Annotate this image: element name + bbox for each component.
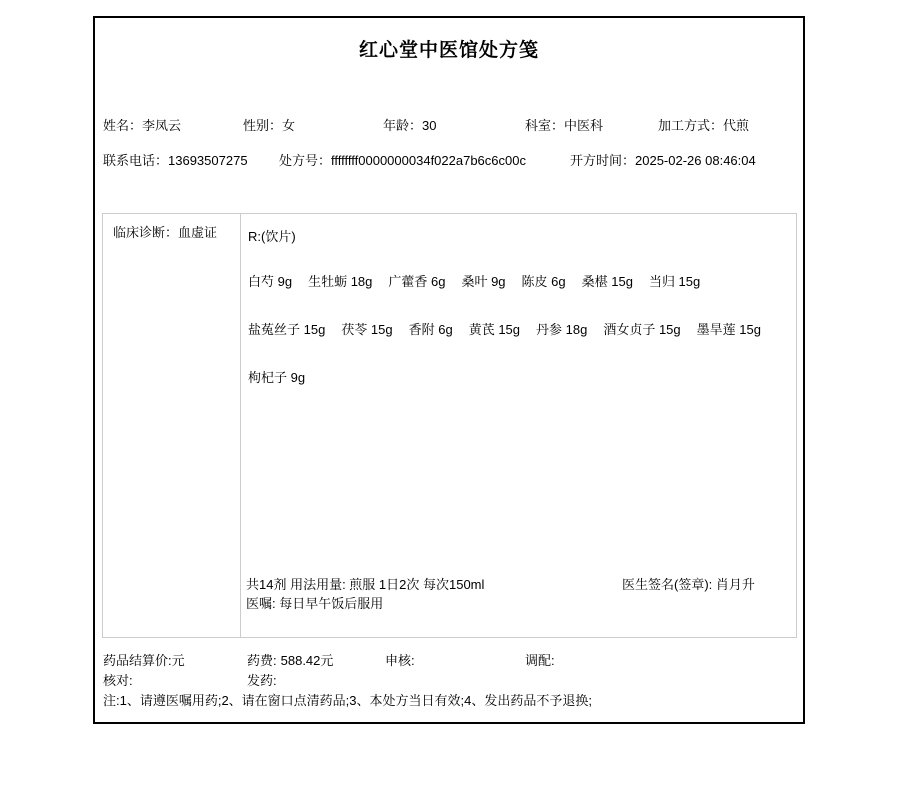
patient-info-row-2: [95, 150, 803, 168]
check-field: [103, 670, 137, 689]
medicine-line: [248, 354, 796, 402]
sheet-title: 红心堂中医馆处方笺: [358, 40, 539, 61]
settlement-value: 元: [171, 653, 185, 668]
age-value: 30: [422, 118, 437, 133]
patient-name-label: 姓名：: [103, 118, 143, 133]
medicine-item: 茯苓 15g: [341, 322, 393, 337]
settlement-label: 药品结算价:: [103, 653, 172, 668]
phone-label: 联系电话：: [103, 153, 169, 168]
review-field: [385, 650, 419, 669]
medicine-line: [248, 258, 796, 306]
medicine-item: 生牡蛎 18g: [308, 274, 373, 289]
medicine-list: [248, 258, 796, 402]
fee-value: 588.42元: [280, 653, 334, 668]
phone-field: [103, 150, 248, 169]
check-label: 核对:: [103, 673, 133, 688]
department-label: 科室：: [525, 118, 565, 133]
department-field: [525, 115, 603, 134]
age-field: [383, 115, 436, 134]
diagnosis-cell: [103, 214, 241, 637]
medicine-item: 陈皮 6g: [521, 274, 566, 289]
gender-label: 性别：: [243, 118, 283, 133]
patient-name-field: [103, 115, 181, 134]
medicine-item: 墨旱莲 15g: [696, 322, 761, 337]
fee-field: [247, 650, 333, 669]
rx-number-field: [279, 150, 526, 169]
footer-row-1: [95, 650, 803, 668]
usage-summary: 共14剂 用法用量: 煎服 1日2次 每次150ml: [246, 577, 485, 592]
processing-label: 加工方式：: [658, 118, 724, 133]
medicine-item: 桑叶 9g: [461, 274, 506, 289]
medicine-item: 广藿香 6g: [388, 274, 446, 289]
doctor-signature-name: 肖月升: [715, 577, 755, 592]
age-label: 年龄：: [383, 118, 423, 133]
medicine-item: 桑椹 15g: [581, 274, 633, 289]
fee-label: 药费:: [247, 653, 277, 668]
review-label: 申核:: [385, 653, 415, 668]
medicine-item: 酒女贞子 15g: [603, 322, 681, 337]
medicine-item: 黄芪 15g: [468, 322, 521, 337]
doctor-advice: 医嘱: 每日早午饭后服用: [246, 596, 384, 611]
rx-number-value: ffffffff0000000034f022a7b6c6c00c: [331, 153, 526, 168]
rx-header: R:(饮片): [248, 229, 296, 244]
doctor-signature-block: [622, 575, 756, 594]
department-value: 中医科: [564, 118, 604, 133]
patient-name-value: 李凤云: [142, 118, 182, 133]
dispense-label: 发药:: [247, 673, 277, 688]
patient-info-row-1: [95, 115, 803, 133]
prescription-box: [102, 213, 797, 638]
diagnosis-value: 血虚证: [178, 225, 218, 240]
phone-value: 13693507275: [168, 153, 248, 168]
medicine-item: 香附 6g: [408, 322, 453, 337]
gender-field: [243, 115, 295, 134]
diagnosis-label: 临床诊断：: [113, 225, 179, 240]
prescription-content-cell: [241, 214, 796, 637]
prescription-sheet: [93, 16, 805, 724]
prepare-field: [525, 650, 559, 669]
rx-time-field: [570, 150, 756, 169]
usage-block: [246, 575, 616, 613]
footer-note: 注:1、请遵医嘱用药;2、请在窗口点清药品;3、本处方当日有效;4、发出药品不予退换;: [103, 693, 592, 708]
footer-row-2: [95, 670, 803, 688]
medicine-item: 枸杞子 9g: [248, 370, 306, 385]
rx-number-label: 处方号：: [279, 153, 332, 168]
rx-time-label: 开方时间：: [570, 153, 636, 168]
prepare-label: 调配:: [525, 653, 555, 668]
settlement-field: [103, 650, 185, 669]
processing-value: 代煎: [723, 118, 750, 133]
rx-time-value: 2025-02-26 08:46:04: [635, 153, 756, 168]
dispense-field: [247, 670, 281, 689]
processing-field: [658, 115, 749, 134]
gender-value: 女: [282, 118, 296, 133]
medicine-item: 盐菟丝子 15g: [248, 322, 326, 337]
medicine-item: 丹参 18g: [536, 322, 588, 337]
doctor-signature-label: 医生签名(签章):: [622, 577, 713, 592]
medicine-line: [248, 306, 796, 354]
medicine-item: 白芍 9g: [248, 274, 293, 289]
medicine-item: 当归 15g: [648, 274, 701, 289]
